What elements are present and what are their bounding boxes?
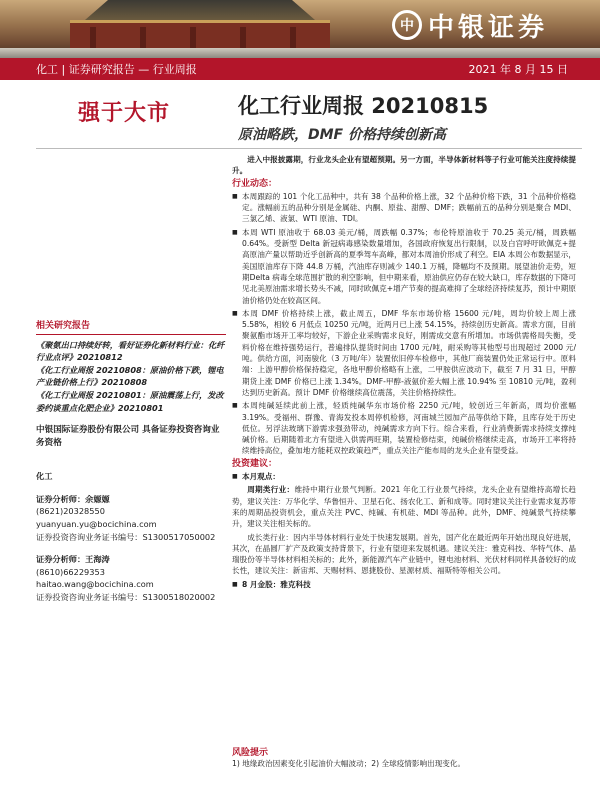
report-info-bar [0,58,600,80]
pillar [190,27,196,49]
pillar [140,27,146,49]
analyst-role: 证券分析师： [36,554,86,565]
analyst-card [36,553,226,603]
risk-text: 1) 地缘政治因素变化引起油价大幅波动；2) 全球疫情影响出现变化。 [232,759,466,768]
analyst-phone: (8610)66229353 [36,566,105,577]
main-body [232,154,576,592]
brand-name: 中银证券 [428,12,549,43]
analyst-heading [36,493,226,506]
month-pick: ■ 8 月金股：雅克科技 [232,579,576,590]
palace-steps [0,48,600,58]
related-report-link[interactable]: 《化工行业周报 20210801：原油震荡上行，发改委约谈重点化肥企业》20210801 [36,389,224,413]
analyst-role: 证券分析师： [36,493,86,504]
pillar [240,27,246,49]
company-info: 中银国际证券股份有限公司 具备证券投资咨询业务资格 [36,425,220,449]
dynamics-bullet: ■ 本周 WTI 原油收于 68.03 美元/桶，周跌幅 0.37%；布伦特原油收于 70.25 美元/桶，周跌幅 0.64%。受新型 Delta 新冠病毒感染数量增加，各国政府恢复出行限制，以及白宫呼吁欧佩克+提高原油产量以帮助近乎创新高的夏季驾车高峰，都对本周油价形成了利空。EIA 本周公布数据显示，美国原油库存下降 44.8 万桶，汽油库存则减少 140.1 万桶，降幅均不及预期。展望油价走势，短期Delta 病毒全球范围扩散的利空影响，但中期来看，原油供应仍存在较大缺口，库存数据的下降可见北美原油需求增长势头不减，同时欧佩克+增产节奏的提高难抑了全球经济持续复苏，预计中期原油价格仍处在较高区间。 [232,227,576,306]
invest-para [232,484,576,529]
brand-logo [392,6,548,44]
cycle-text: 维持中期行业景气判断。2021 年化工行业景气持续，龙头企业有望维持高增长趋势，建议关注：万华化学、华鲁恒升、卫星石化、扬农化工、新和成等。同时建议关注行业需求复苏带来的周期品投资机会，重点关注 PVC、纯碱、有机硅、MDI 等品种。此外，DMF、纯碱景气持续攀升，建议关注相关标的。 [232,485,576,529]
palace-roof [85,0,315,20]
divider [36,148,582,149]
page-subtitle: 原油略跌，DMF 价格持续创新高 [238,127,446,143]
risk-title: 风险提示 [232,748,269,758]
department: 化工 [36,471,53,482]
related-reports-title: 相关研究报告 [36,320,226,335]
analyst-phone: (8621)20328550 [36,506,105,517]
section-dynamics-title: 行业动态： [232,178,278,189]
dynamics-bullet: ■ 本周纯碱延续此前上涨，轻质纯碱华东市场价格 2250 元/吨，较创近三年新高，周均价涨幅 3.19%。受福州、群豫、青海发投本周停机检修，河南城兰园加产品等供给下降，且库存处于历史低位。另浮法玻璃下游需求强劲带动，纯碱需求方向下行。综合来看，行业消费新需求持续支撑纯碱价格。后期随着北方有望进入供需两旺期，装置检修结束，纯碱价格继续走高，市场开工率将持续维持高位，叠加地方能耗双控政策趋严，重点关注产能布局的龙头企业有望受益。 [232,400,576,456]
pillar [90,27,96,49]
sidebar [36,320,226,614]
industry-rating: 强于大市 [78,101,171,126]
analyst-card [36,493,226,543]
report-category: 化工 | 证券研究报告 — 行业周报 [36,63,197,76]
cycle-label: 周期类行业： [247,485,295,495]
analyst-email[interactable]: haitao.wang@bocichina.com [36,579,154,590]
related-report-link[interactable]: 《聚氨出口持续好转，看好证券化新材料行业：化纤行业点评》20210812 [36,339,225,363]
dynamics-bullet: ■ 本周跟踪的 101 个化工品种中，共有 38 个品种价格上涨，32 个品种价格下跌，31 个品种价格稳定。涨幅前五的品种分别是金属硅、内酮、原盐、甜醇、DMF；跌幅前五的品种分别是聚合 MDI、三氯乙烯、液氯、WTI 原油、TDI。 [232,191,576,225]
analyst-heading [36,553,226,566]
pillar [290,27,296,49]
dynamics-bullet: ■ 本周 DMF 价格持续上涨，截止周五，DMF 华东市场价格 15600 元/吨，周均价较上周上涨 5.58%，相较 6 月低点 10250 元/吨，近两月已上涨 54.15%，持续创历史新高。需求方面，目前聚氨酯市场开工率均较好，下游企业采购需求良好，刚需成交意有所增加。市场供需格局失衡，受料价格在维持强势运行，普遍排队提货时间由 1700 元/吨，耐采购等其他型号出现超过 2000 元/吨。供给方面，河南骏化（3 万吨/年）装置依旧停车检修中，其他厂商装置仍处正常运行中。原料端：上游甲醇价格保持稳定，各地甲醇价格略有上涨，二甲胺供应波动下，截至 7 月 31 日，甲醇期货上涨 DMF 价格已上涨 1.34%。DMF-甲醇-液氨价差大幅上涨 10.94% 至 10810 元/吨，盈利达到历史新高。预计 DMF 价格继续高位震荡，关注价格持续性。 [232,308,576,398]
month-view-label: ■ 本月观点： [232,471,576,482]
analyst-email[interactable]: yuanyuan.yu@bocichina.com [36,518,157,529]
analyst-cert: 证券投资咨询业务证书编号：S1300517050002 [36,531,216,542]
lead-summary: 进入中报披露期，行业龙头企业有望超预期。另一方面，半导体新材料等子行业可能关注度持续提升。 [232,155,576,176]
related-report-link[interactable]: 《化工行业周报 20210808：原油价格下跌，锂电产业链价格上行》20210808 [36,364,224,388]
analyst-cert: 证券投资咨询业务证书编号：S1300518020002 [36,591,216,602]
analyst-name: 王海涛 [85,554,110,565]
invest-para: 成长类行业：因内半导体材料行业处于快速发展期。首先，国产化在最近两年开始出现良好进展，其次，在晶圆厂扩产及政策支持背景下，行业有望迎来发展机遇。建议关注：雅克科技、华特气体、晶瑞股份等半导体材料相关标的；此外，新能源汽车产业链中，锂电池材料、光伏材料同样具备较好的成长性，建议关注：新宙邦、天赐材料、恩捷股份、星源材质、福斯特等相关公司。 [232,532,576,576]
section-invest-title: 投资建议： [232,458,278,469]
analyst-name: 余嫄嫄 [85,493,110,504]
page-title: 化工行业周报 20210815 [238,94,489,118]
report-date: 2021 年 8 月 15 日 [468,63,568,76]
bank-of-china-logo-icon: 中 [392,10,422,40]
header-banner [0,0,600,58]
